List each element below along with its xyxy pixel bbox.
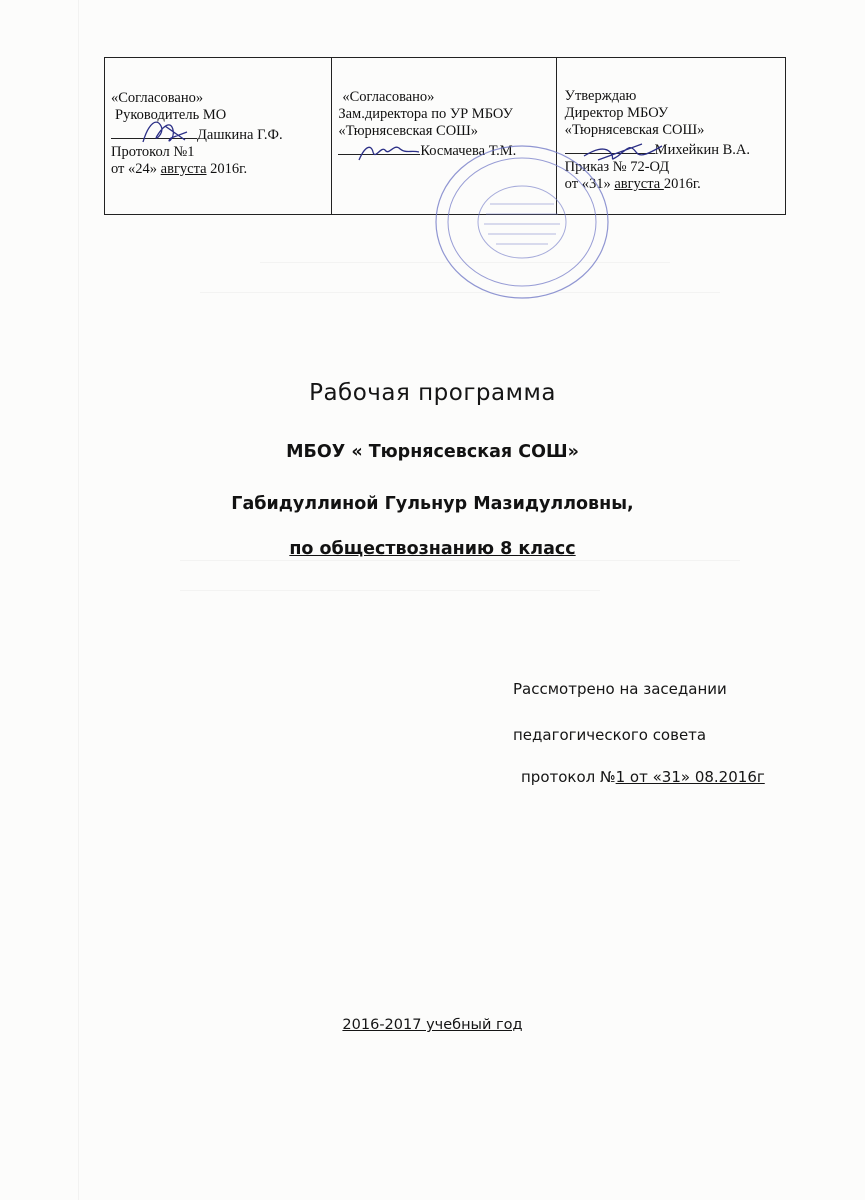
review-line-2: педагогического совета [513, 726, 707, 744]
teacher-name: Габидуллиной Гульнур Мазидулловны, [231, 494, 634, 514]
page-title: Рабочая программа [309, 380, 556, 406]
bleed-through-line [200, 292, 720, 293]
school-name: «Тюрнясевская СОШ» [564, 122, 705, 138]
approval-cell-mo [105, 58, 331, 214]
mo-head-title: Руководитель МО [115, 107, 227, 123]
academic-year: 2016-2017 учебный год [342, 1017, 523, 1033]
protocol-date: от «24» августа 2016г. [111, 161, 248, 177]
deputy-title: Зам.директора по УР МБОУ [338, 106, 513, 122]
order-number: Приказ № 72-ОД [564, 159, 670, 175]
deputy-signature-line [338, 140, 555, 160]
deputy-name: Космачева Т.М. [420, 143, 517, 159]
bleed-through-line [180, 560, 740, 561]
approval-cell-director [556, 58, 785, 214]
mo-signature-line [111, 124, 331, 144]
bleed-through-line [180, 590, 600, 591]
order-date: от «31» августа 2016г. [564, 176, 701, 192]
director-signature-line [565, 139, 785, 159]
director-name: Михейкин В.А. [654, 142, 750, 158]
director-title: Директор МБОУ [564, 105, 669, 121]
agreed-label: «Согласовано» [111, 90, 204, 106]
review-line-1: Рассмотрено на заседании [513, 680, 727, 698]
protocol-number: Протокол №1 [111, 144, 195, 160]
subject-heading: по обществознанию 8 класс [289, 539, 576, 559]
mo-head-name: Дашкина Г.Ф. [197, 127, 283, 143]
school-name: «Тюрнясевская СОШ» [338, 123, 479, 139]
approval-cell-deputy [331, 58, 555, 214]
agreed-label: «Согласовано» [342, 89, 435, 105]
approve-label: Утверждаю [564, 88, 637, 104]
school-heading: МБОУ « Тюрнясевская СОШ» [286, 442, 579, 462]
review-protocol: протокол №1 от «31» 08.2016г [521, 768, 765, 786]
bleed-through-line [260, 262, 670, 263]
approval-table [104, 57, 786, 215]
